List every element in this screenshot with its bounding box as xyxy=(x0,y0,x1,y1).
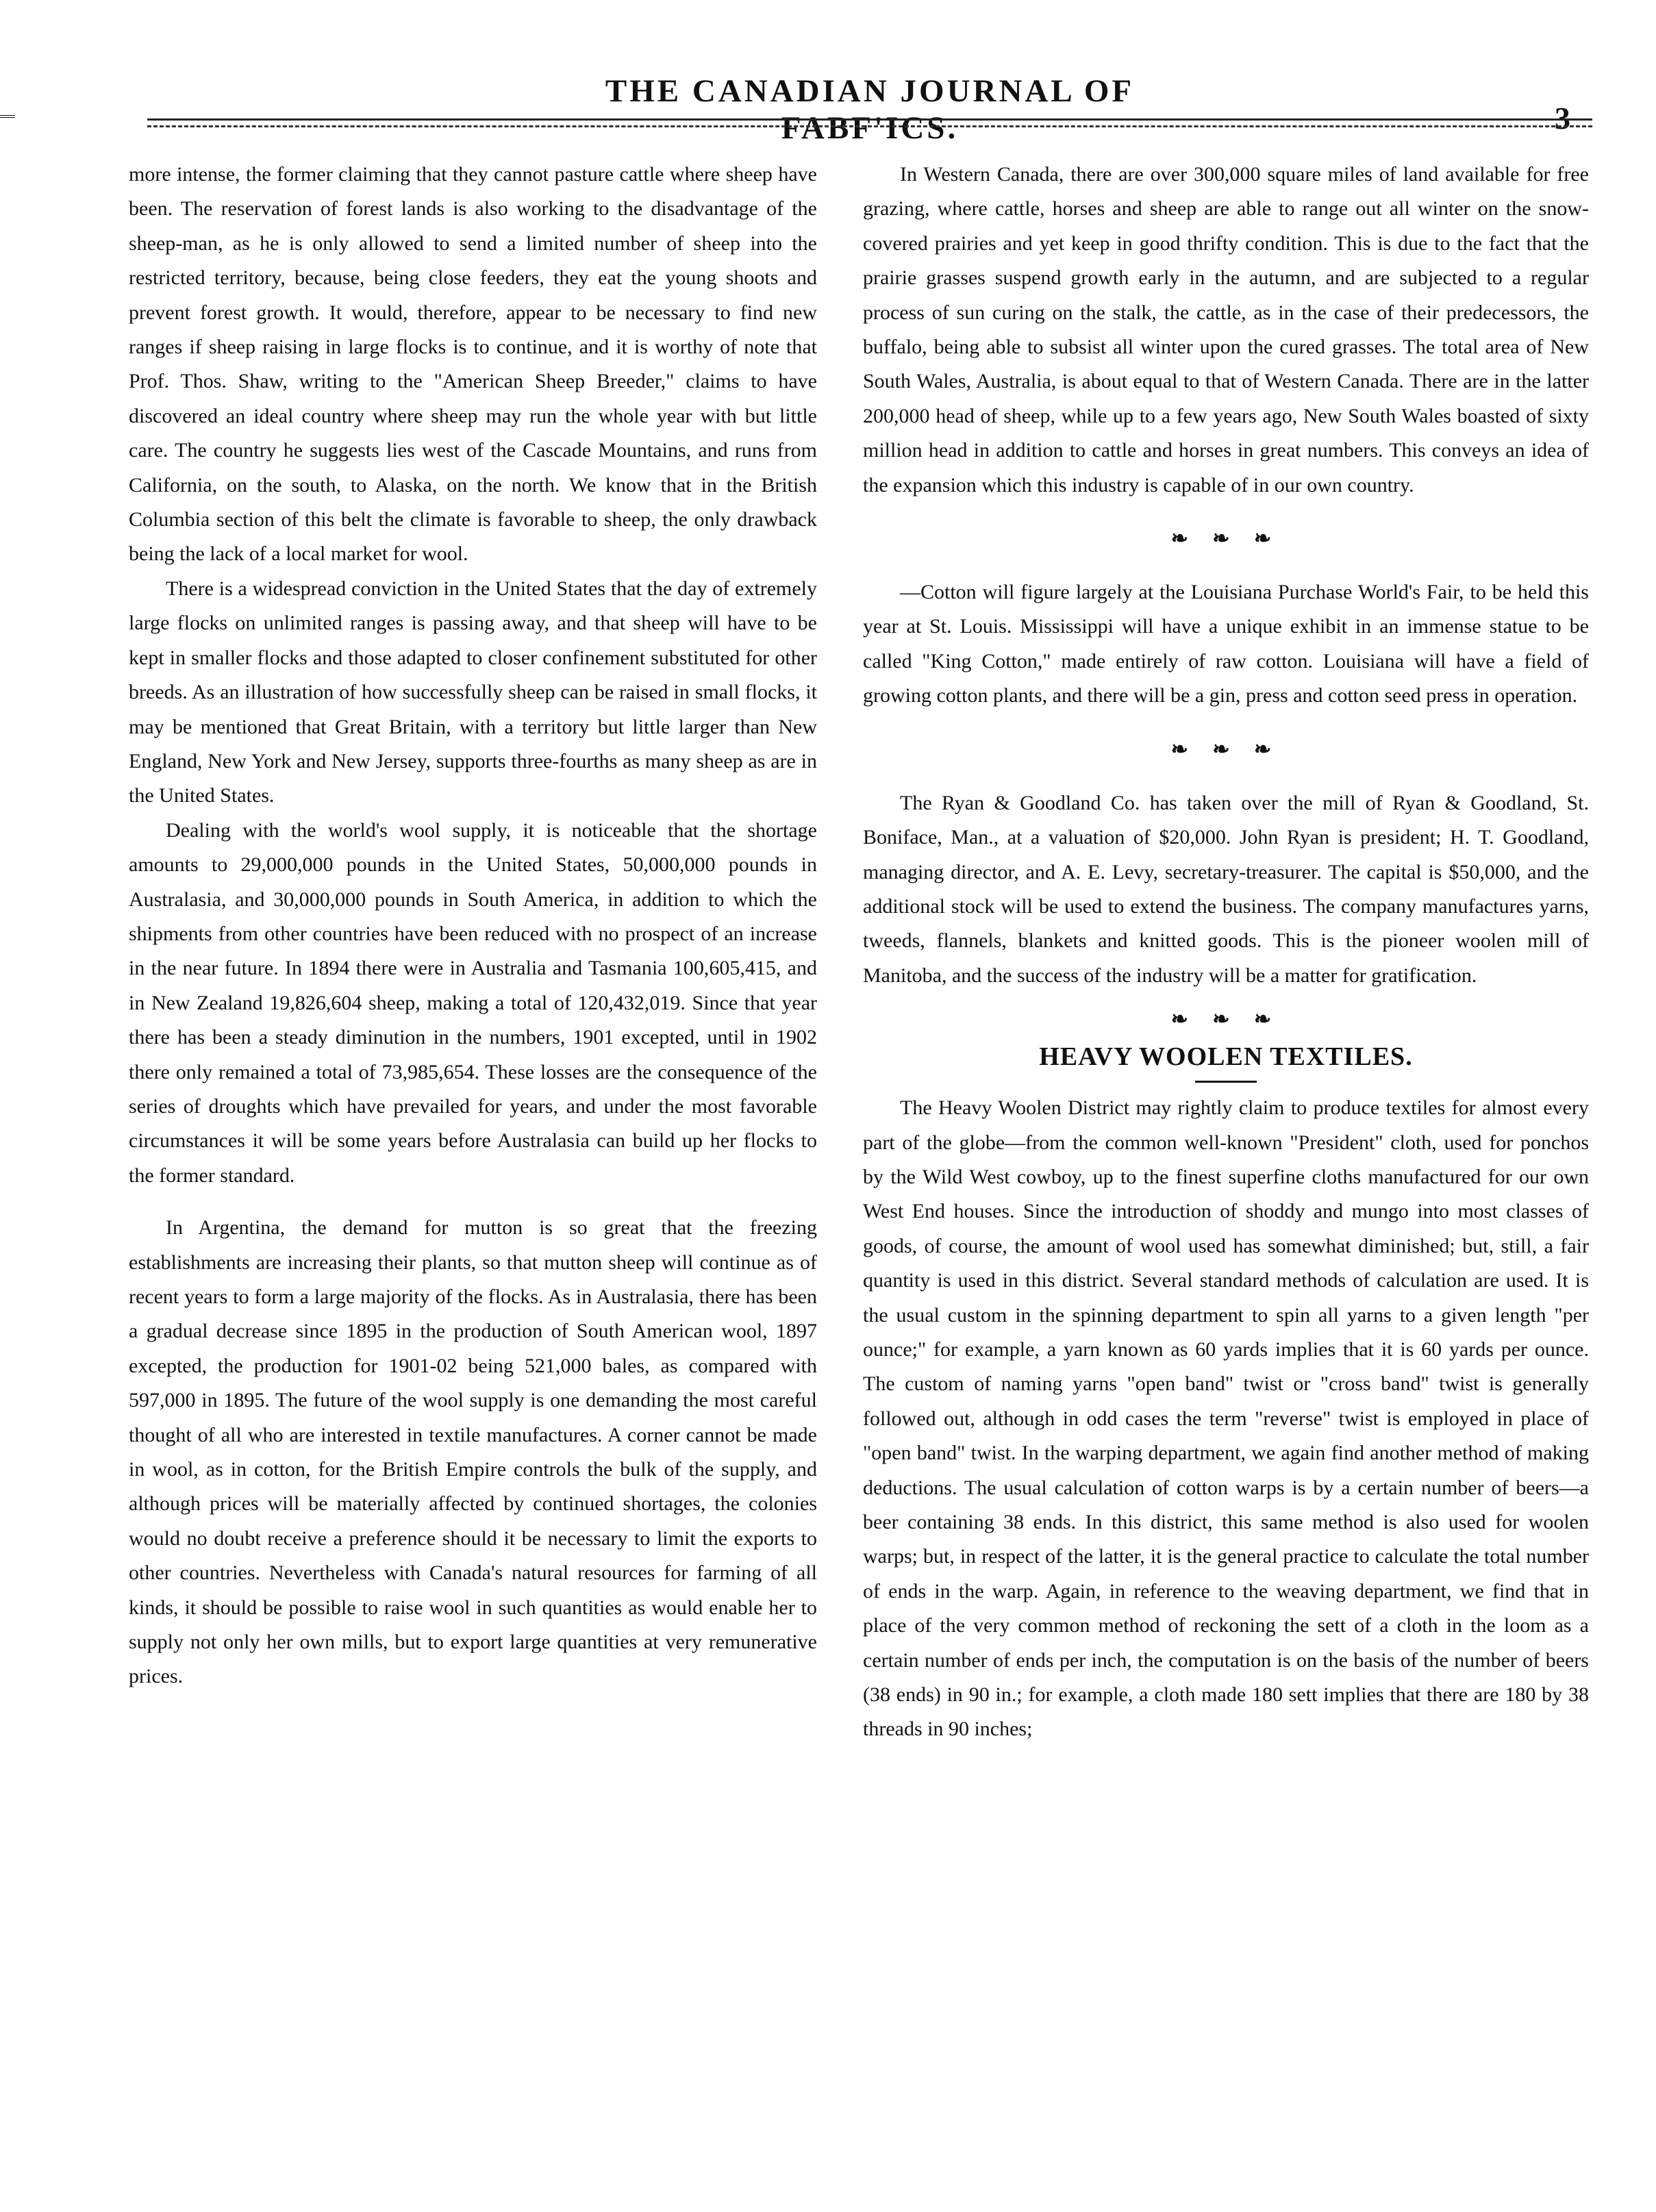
header-rule xyxy=(147,118,1592,121)
page-number: 3 xyxy=(1555,101,1570,136)
paragraph-western-canada: In Western Canada, there are over 300,000 square miles of land available for free grazing, where cattle, horses and sheep are able to range out all winter on the snow-covered prairies and yet keep in good thrifty condition. This is due to the fact that the prairie grasses suspend growth early in the autumn, and are subjected to a regular process of sun curing on the stalk, the cattle, as in the case of their predecessors, the buffalo, being able to subsist all winter upon the cured grasses. The total area of New South Wales, Australia, is about equal to that of Western Canada. There are in the latter 200,000 head of sheep, while up to a few years ago, New South Wales boasted of sixty million head in addition to cattle and horses in great numbers. This conveys an idea of the expansion which this industry is capable of in our own country. xyxy=(863,163,1589,497)
header-rule-dashed xyxy=(147,125,1592,127)
paragraph-argentina: In Argentina, the demand for mutton is so great that the freezing establishments are increasing their plants, so that mutton sheep will continue as of recent years to form a large majority of the flocks. As in Australasia, there has been a gradual decrease since 1895 in the production of South American wool, 1897 excepted, the production for 1901-02 being 521,000 bales, as compared with 597,000 in 1895. The future of the wool supply is one demanding the most careful thought of all who are interested in textile manufactures. A corner cannot be made in wool, as in cotton, for the British Empire controls the bulk of the supply, and although prices will be materially affected by continued shortages, the colonies would no doubt receive a preference should it be necessary to limit the exports to other countries. Nevertheless with Canada's natural resources for farming of all kinds, it should be possible to raise wool in such quantities as would enable her to supply not only her own mills, but to export large quantities at very remunerative prices. xyxy=(129,1216,817,1688)
paragraph-small-flocks: There is a widespread conviction in the United States that the day of extremely large flocks on unlimited ranges is passing away, and that sheep will have to be kept in smaller flocks and those adapted to closer confinement substituted for other breeds. As an illustration of how successfully sheep can be raised in small flocks, it may be mentioned that Great Britain, with a territory but little larger than New England, New York and New Jersey, supports three-fourths as many sheep as are in the United States. xyxy=(129,577,817,807)
paragraph-heavy-woolen: The Heavy Woolen District may rightly claim to produce textiles for almost every part of the globe—from the common well-known "President" cloth, used for ponchos by the Wild West cowboy, up to the finest superfine cloths manufactured for our own West End houses. Since the introduction of shoddy and mungo into most classes of goods, of course, the amount of wool used has somewhat diminished; but, still, a fair quantity is used in this district. Several standard methods of calculation are used. It is the usual custom in the spinning department to spin all yarns to a given length "per ounce;" for example, a yarn known as 60 yards implies that it is 60 yards per ounce. The custom of naming yarns "open band" twist or "cross band" twist is generally followed out, although in odd cases the term "reverse" twist is employed in place of "open band" twist. In the warping department, we again find another method of making deductions. The usual calculation of cotton warps is by a certain number of beers—a beer containing 38 ends. In this district, this same method is also used for woolen warps; but, in respect of the latter, it is the general practice to calculate the total number of ends in the warp. Again, in reference to the weaving department, we find that in place of the very common method of reckoning the sett of a cloth in the loom as a certain number of ends per inch, the computation is on the basis of the number of beers (38 ends) in 90 in.; for example, a cloth made 180 sett implies that there are 180 by 38 threads in 90 inches; xyxy=(863,1096,1589,1741)
section-heading: HEAVY WOOLEN TEXTILES. xyxy=(1039,1042,1413,1072)
section-ornament: ❧ ❧ ❧ xyxy=(1170,527,1281,551)
page-header xyxy=(0,66,1656,146)
heading-rule xyxy=(1195,1081,1257,1083)
left-column xyxy=(129,158,817,1694)
paragraph-ryan-goodland: The Ryan & Goodland Co. has taken over the mill of Ryan & Goodland, St. Boniface, Man., at a valuation of $20,000. John Ryan is president; H. T. Goodland, managing director, and A. E. Levy, secretary-treasurer. The capital is $50,000, and the additional stock will be used to extend the business. The company manufactures yarns, tweeds, flannels, blankets and knitted goods. This is the pioneer woolen mill of Manitoba, and the success of the industry will be a matter for gratification. xyxy=(863,791,1589,987)
right-column xyxy=(863,158,1589,1747)
paragraph-world-wool-supply: Dealing with the world's wool supply, it is noticeable that the shortage amounts to 29,000,000 pounds in the United States, 50,000,000 pounds in Australasia, and 30,000,000 pounds in South America, in addition to which the shipments from other countries have been reduced with no prospect of an increase in the near future. In 1894 there were in Australia and Tasmania 100,605,415, and in New Zealand 19,826,604 sheep, making a total of 120,432,019. Since that year there has been a steady diminution in the numbers, 1901 excepted, until in 1902 there only remained a total of 73,985,654. These losses are the consequence of the series of droughts which have prevailed for years, and under the most favorable circumstances it will be some years before Australasia can build up her flocks to the former standard. xyxy=(129,818,817,1187)
section-ornament: ❧ ❧ ❧ xyxy=(1170,738,1281,761)
paragraph-forest-ranges: more intense, the former claiming that they cannot pasture cattle where sheep have been. The reservation of forest lands is also working to the disadvantage of the sheep-man, as he is only allowed to send a limited number of sheep into the restricted territory, because, being close feeders, they eat the young shoots and prevent forest growth. It would, therefore, appear to be necessary to find new ranges if sheep raising in large flocks is to continue, and it is worthy of note that Prof. Thos. Shaw, writing to the "American Sheep Breeder," claims to have discovered an ideal country where sheep may run the whole year with but little care. The country he suggests lies west of the Cascade Mountains, and runs from California, on the south, to Alaska, on the north. We know that in the British Columbia section of this belt the climate is favorable to sheep, the only drawback being the lack of a local market for wool. xyxy=(129,163,817,566)
section-ornament: ❧ ❧ ❧ xyxy=(1170,1008,1281,1031)
paragraph-cotton-worlds-fair: —Cotton will figure largely at the Louisiana Purchase World's Fair, to be held this year at St. Louis. Mississippi will have a unique exhibit in an immense statue to be called "King Cotton," made entirely of raw cotton. Louisiana will have a field of growing cotton plants, and there will be a gin, press and cotton seed press in operation. xyxy=(863,581,1589,707)
journal-title: THE CANADIAN JOURNAL OF FABF'ICS. xyxy=(605,73,1135,146)
